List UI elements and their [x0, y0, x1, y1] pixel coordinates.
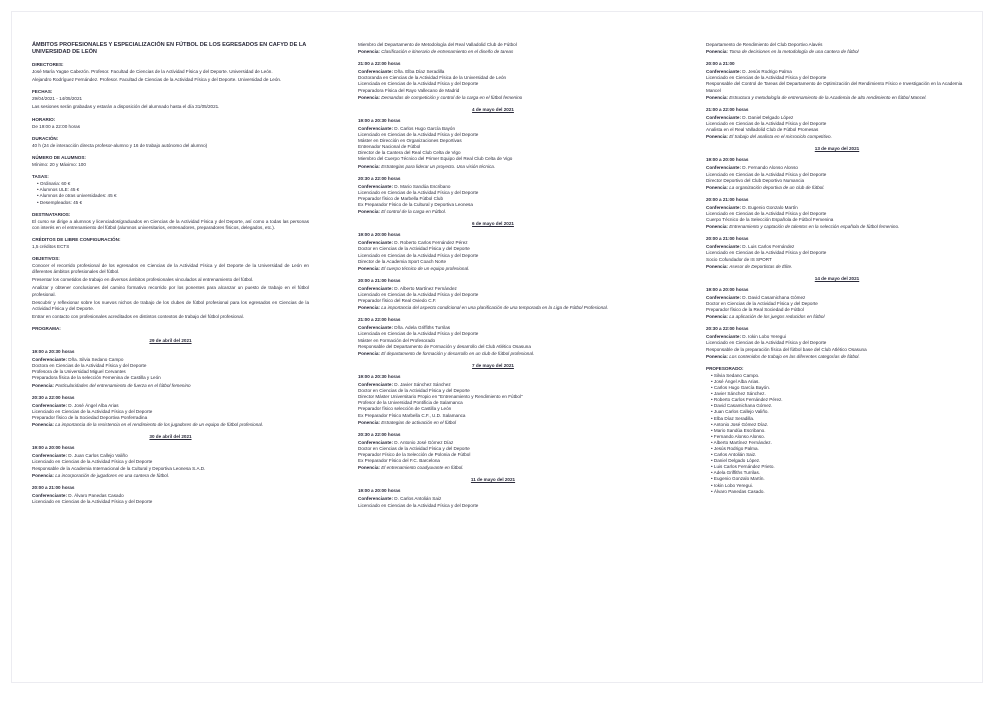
- session-date: 13 de mayo del 2021: [814, 146, 860, 152]
- speaker-credential: Licenciado en Ciencias de la Actividad Física y del Deporte: [706, 120, 827, 126]
- talk-label: Ponencia:: [358, 265, 380, 271]
- speaker-label: Conferenciante:: [358, 69, 393, 75]
- speaker-credential: Licenciado en Ciencias de la Actividad Física y del Deporte: [706, 340, 827, 346]
- speaker-name: Dña. Adela Griffiths Turrilas: [394, 325, 451, 331]
- speaker-credential: Licenciado en Ciencias de la Actividad Física y del Deporte: [32, 408, 153, 414]
- faculty-item: • Javier Sánchez Sánchez.: [711, 391, 968, 397]
- speaker-credential: Responsable del Control de Tareas del Departamento de Optimización del Rendimiento Físico e Investigación en la Academia Mancel: [706, 81, 963, 93]
- session-time: 20:30 a 22:00 horas: [32, 394, 75, 400]
- speaker-name: D. Daniel Delgado López: [742, 114, 794, 120]
- speaker-label: Conferenciante:: [706, 69, 741, 75]
- talk-title: Los contenidos de trabajo en las diferentes categorías de fútbol.: [729, 353, 860, 359]
- talk-line: [32, 473, 309, 479]
- speaker-label: Conferenciante:: [706, 204, 741, 210]
- session-block: [706, 61, 968, 101]
- talk-title: El entrenamiento coadyuvante en fútbol.: [381, 465, 464, 471]
- speaker-credential: Profesora de la Universidad Miguel Cervantes: [32, 369, 126, 375]
- section-heading-programa: PROGRAMA:: [32, 325, 61, 331]
- talk-title: La organización deportiva de un club de fútbol.: [729, 184, 825, 190]
- talk-line: [358, 164, 628, 170]
- section-duracion: [32, 136, 309, 149]
- section-destinatarios: [32, 212, 309, 231]
- speaker-name: D. Iokin Lobo Yeregui: [742, 334, 786, 340]
- talk-title: Particularidades del entrenamiento de fuerza en el fútbol femenino: [55, 382, 191, 388]
- faculty-list: [706, 373, 968, 495]
- session-date: 4 de mayo del 2021: [472, 106, 514, 112]
- section-objetivos: [32, 256, 309, 320]
- program-column-1: [32, 338, 309, 505]
- section-heading: HORARIO:: [32, 116, 56, 122]
- talk-line: [358, 351, 628, 357]
- speaker-credential: Preparadora física de la selección Femenina de Castilla y León: [32, 375, 161, 381]
- section-heading: CRÉDITOS DE LIBRE CONFIGURACIÓN:: [32, 236, 121, 242]
- faculty-item: • Luis Carlos Fernández Prieto.: [711, 464, 968, 470]
- program-column-3: [706, 42, 968, 360]
- talk-title: Estrategias de activación en el fútbol: [381, 419, 457, 425]
- faculty-item: • Álvaro Panedas Casado.: [711, 489, 968, 495]
- dates-value: 29/04/2021 - 14/05/2021: [32, 96, 83, 102]
- faculty-item: • Jesús Rodrigo Palma.: [711, 446, 968, 452]
- section-heading: PROFESORADO:: [706, 365, 744, 371]
- session-date: 30 de abril del 2021: [149, 434, 192, 440]
- section-alumnos: [32, 155, 309, 168]
- speaker-credential: Ex Preparador Físico de la Cultural y Deportiva Leonesa: [358, 201, 473, 207]
- session-time: 21:00 a 22:00 horas: [358, 317, 401, 323]
- speaker-name: D. David Casamichana Gómez: [742, 294, 806, 300]
- speaker-credential: Entrenador Nacional de Fútbol: [358, 144, 421, 150]
- speaker-credential: Preparador Físico de la Selección de Polonia de Fútbol: [358, 451, 471, 457]
- session-block: [706, 42, 968, 55]
- session-block: [706, 236, 968, 269]
- talk-title: Entrenamiento y captación de talentos en la selección española de fútbol femenino.: [729, 224, 900, 230]
- speaker-label: Conferenciante:: [32, 357, 67, 363]
- talk-label: Ponencia:: [32, 472, 54, 478]
- session-time: 21:00 a 22:00 horas: [706, 106, 749, 112]
- talk-line: [706, 314, 968, 320]
- session-date: 7 de mayo del 2021: [472, 362, 514, 368]
- speaker-credential: Doctor en Ciencias de la Actividad Física y del Deporte: [358, 246, 470, 252]
- speaker-credential: Director de la Academia Sport Coach Norte: [358, 258, 447, 264]
- objective-item: Presentar los cometidos de trabajo en diversos ámbitos profesionales vinculados al entrenamiento del fútbol.: [32, 277, 254, 283]
- speaker-credential: Licenciada en Ciencias de la Actividad Física y del Deporte: [358, 331, 479, 337]
- speaker-credential: Licenciado en Ciencias de la Actividad Física y del Deporte: [358, 292, 479, 297]
- speaker-credential: Licenciado en Ciencias de la Actividad Física y del Deporte: [32, 498, 153, 504]
- director-line: Alejandro Rodríguez Fernández. Profesor. Facultad de Ciencias de la Actividad Física y del Deporte. Universidad de León.: [32, 77, 282, 83]
- speaker-name: D. Roberto Carlos Fernández Pérez: [394, 240, 468, 246]
- speaker-label: Conferenciante:: [358, 125, 393, 131]
- duration-value: 40 h (24 de interacción directa profesor-alumno y 16 de trabajo autónomo del alumno): [32, 142, 208, 148]
- talk-line: [358, 305, 628, 311]
- talk-line: [358, 266, 628, 272]
- session-block: [358, 176, 628, 216]
- speaker-credential: Licenciado en Ciencias de la Actividad Física y del Deporte: [32, 459, 153, 465]
- talk-label: Ponencia:: [706, 49, 728, 55]
- session-block: [358, 232, 628, 272]
- speaker-name: D. Antonio José Gómez Díaz: [394, 439, 454, 445]
- faculty-item: • Alberto Martínez Fernández.: [711, 440, 968, 446]
- section-heading: FECHAS:: [32, 89, 53, 95]
- speaker-credential: Miembro del Cuerpo Técnico del Primer Equipo del Real Club Celta de Vigo: [358, 156, 513, 162]
- speaker-credential: Preparador físico de la Real Sociedad de Fútbol: [706, 307, 804, 313]
- talk-title: Asesor de Deportistas de Élite.: [729, 263, 793, 269]
- speaker-name: D. Mario Sandúa Escribano: [394, 183, 451, 189]
- session-date: 29 de abril del 2021: [149, 338, 192, 343]
- speaker-credential: Licenciado en Ciencias de la Actividad Física y del Deporte: [706, 210, 827, 216]
- section-fechas: [32, 89, 309, 110]
- faculty-item: • Elba Díaz Seradilla.: [711, 416, 968, 422]
- speaker-credential: Máster en Formación del Profesorado: [358, 337, 436, 343]
- speaker-credential: Departamento de Rendimiento del Club Deportivo Alavés: [706, 42, 823, 47]
- session-time: 19:00 a 20:00 horas: [358, 232, 401, 238]
- speaker-name: D. Fernando Alonso Alonso: [742, 165, 798, 171]
- section-directores: [32, 62, 309, 83]
- speaker-credential: Preparador físico de la Sociedad Deportiva Ponferradina: [32, 414, 148, 420]
- fee-item: • Alumnos ULE: 45 €: [37, 187, 309, 193]
- speaker-credential: Doctora en Ciencias de la Actividad Física y del Deporte: [32, 363, 147, 369]
- speaker-credential: Profesor de la Universidad Pontificia de Salamanca: [358, 400, 463, 406]
- speaker-name: D. Javier Sánchez Sánchez: [394, 382, 451, 388]
- schedule-value: De 19:00 a 22:00 horas: [32, 123, 81, 129]
- speaker-credential: Máster en Dirección en Organizaciones Deportivas: [358, 138, 462, 144]
- talk-label: Ponencia:: [706, 184, 728, 190]
- section-heading: DIRECTORES:: [32, 62, 64, 67]
- faculty-item: • Carlos Antolián Saiz.: [711, 452, 968, 458]
- speaker-label: Conferenciante:: [358, 183, 393, 189]
- talk-label: Ponencia:: [358, 350, 380, 356]
- session-time: 20:30 a 22:00 horas: [358, 431, 401, 437]
- speaker-credential: Licenciado en Ciencias de la Actividad Física y del Deporte: [358, 189, 479, 195]
- session-block: [706, 107, 968, 140]
- speaker-credential: Preparador físico del Real Oviedo C.F.: [358, 298, 437, 304]
- speaker-label: Conferenciante:: [32, 453, 67, 459]
- talk-title: Estructura y metodología de entrenamiento de la Academia de alto rendimiento en fútbol Mancel.: [729, 94, 927, 100]
- program-column-2: [358, 42, 628, 509]
- speaker-name: Dña. Silvia Sedano Campo: [68, 357, 124, 363]
- speaker-credential: Responsable de la preparación física del fútbol base del Club Atlético Osasuna: [706, 346, 867, 352]
- faculty-item: • David Casamichana Gómez.: [711, 403, 968, 409]
- speaker-credential: Cuerpo Técnico de la Selección Española de Fútbol Femenina: [706, 217, 834, 223]
- session-time: 20:30 a 22:00 horas: [706, 326, 749, 332]
- speaker-credential: Director Deportivo del Club Deportivo Numancia: [706, 177, 805, 183]
- faculty-item: • Fernando Alonso Alonso.: [711, 434, 968, 440]
- faculty-item: • Carlos Hugo García Bayón.: [711, 385, 968, 391]
- talk-line: [358, 49, 628, 55]
- speaker-label: Conferenciante:: [358, 439, 393, 445]
- speaker-label: Conferenciante:: [358, 240, 393, 246]
- speaker-label: Conferenciante:: [358, 285, 393, 291]
- speaker-credential: Doctor en Ciencias de la Actividad Física y del Deporte: [358, 388, 470, 394]
- speaker-name: Dña. Elba Díaz Seradilla: [394, 69, 445, 75]
- talk-label: Ponencia:: [706, 94, 728, 100]
- session-block: [358, 374, 628, 426]
- talk-label: Ponencia:: [706, 224, 728, 230]
- speaker-name: D. Álvaro Panedas Casado: [68, 492, 124, 498]
- speaker-credential: Responsable del Departamento de Formación y desarrollo del Club Atlético Osasuna: [358, 343, 531, 349]
- speaker-label: Conferenciante:: [358, 382, 393, 388]
- talk-title: La incorporación de jugadores en una cantera de fútbol.: [55, 472, 170, 478]
- objective-item: Conocer el recorrido profesional de los egresados en Ciencias de la Actividad Física y del Deporte de la Universidad de León en diferentes ámbitos profesionales del fútbol.: [32, 263, 309, 275]
- speaker-credential: Director de la Cantera del Real Club Celta de Vigo: [358, 150, 461, 156]
- speaker-label: Conferenciante:: [706, 244, 741, 250]
- section-creditos: [32, 237, 309, 250]
- session-date: 6 de mayo del 2021: [472, 221, 514, 227]
- session-date: 11 de mayo del 2021: [470, 477, 516, 483]
- talk-label: Ponencia:: [706, 134, 728, 140]
- talk-label: Ponencia:: [32, 382, 54, 388]
- talk-line: [706, 95, 968, 101]
- speaker-credential: Ex Preparador Físico del F.C. Barcelona: [358, 458, 440, 464]
- faculty-item: • Eugenio Gonzalo Martín.: [711, 476, 968, 482]
- fee-item: • Alumnos de otras universidades: 45 €: [37, 193, 309, 199]
- talk-label: Ponencia:: [358, 49, 380, 55]
- talk-line: [32, 383, 309, 389]
- talk-title: La importancia del aspecto condicional en una planificación de una temporada en la Liga de Fútbol Profesional.: [381, 305, 609, 311]
- talk-line: [706, 354, 968, 360]
- talk-title: El control de la carga en Fútbol.: [381, 209, 447, 215]
- students-value: Mínimo: 20 y Máximo: 100: [32, 162, 86, 168]
- session-time: 20:00 a 21:00 horas: [706, 196, 749, 202]
- speaker-label: Conferenciante:: [706, 165, 741, 171]
- fee-item: • Desempleados: 45 €: [37, 200, 309, 206]
- session-block: [358, 488, 628, 508]
- speaker-credential: Licenciado en Ciencias de la Actividad Física y del Deporte: [358, 252, 479, 258]
- speaker-name: D. Carlos Hugo García Bayón: [394, 125, 456, 131]
- talk-label: Ponencia:: [358, 209, 380, 215]
- speaker-name: D. Eugenio Gonzalo Martín: [742, 204, 798, 210]
- talk-title: El trabajo del analista en el microciclo competitivo.: [729, 134, 832, 140]
- talk-line: [32, 422, 309, 428]
- talk-title: Clasificación e itinerario de entrenamiento en el diseño de tareas: [381, 49, 514, 55]
- talk-label: Ponencia:: [358, 465, 380, 471]
- speaker-name: D. Carlos Antolián Saiz: [394, 496, 442, 502]
- faculty-item: • José Ángel Alba Arias.: [711, 379, 968, 385]
- speaker-credential: Licenciado en Ciencias de la Actividad Física y del Deporte: [706, 171, 827, 177]
- talk-title: El departamento de formación y desarrollo en un club de fútbol profesional.: [381, 350, 535, 356]
- session-block: [358, 278, 628, 311]
- document-page: [12, 12, 982, 682]
- speaker-label: Conferenciante:: [706, 114, 741, 120]
- session-block: [358, 61, 628, 101]
- session-time: 21:00 a 22:00 horas: [358, 61, 401, 67]
- talk-label: Ponencia:: [32, 422, 54, 428]
- credits-value: 1,5 créditos ECTS: [32, 243, 70, 249]
- talk-line: [358, 95, 628, 101]
- section-profesorado: [706, 366, 968, 495]
- audience-text: El curso se dirige a alumnos y licenciados/graduados en Ciencias de la Actividad Física y del Deporte, así como a todas las personas con interés en el entrenamiento del fútbol (alumnos universitarios, entrenadores, preparadores físicos, delegados, etc.).: [32, 218, 309, 230]
- speaker-credential: Licenciado en Ciencias de la Actividad Física y del Deporte: [706, 75, 827, 81]
- speaker-label: Conferenciante:: [706, 294, 741, 300]
- speaker-credential: Licenciado en Ciencias de la Actividad Física y del Deporte: [358, 502, 479, 508]
- session-block: [358, 42, 628, 55]
- section-heading: TASAS:: [32, 174, 49, 180]
- speaker-label: Conferenciante:: [32, 492, 67, 498]
- talk-line: [358, 209, 628, 215]
- speaker-credential: Doctoranda en Ciencias de la Actividad Física de la Universidad de León: [358, 75, 507, 81]
- section-heading: OBJETIVOS:: [32, 256, 60, 262]
- session-time: 19:00 a 20:00 horas: [706, 286, 749, 292]
- session-block: [358, 317, 628, 357]
- faculty-item: • Antonio José Gómez Díaz.: [711, 422, 968, 428]
- talk-title: El cuerpo técnico de un equipo profesional.: [381, 265, 470, 271]
- session-block: [706, 287, 968, 320]
- session-time: 19:00 a 20:30 horas: [358, 117, 401, 123]
- speaker-label: Conferenciante:: [358, 325, 393, 331]
- faculty-item: • Mario Sandúa Escribano.: [711, 428, 968, 434]
- speaker-credential: Socio Cofundador de IS SPORT: [706, 256, 772, 262]
- session-time: 19:00 a 20:30 horas: [32, 349, 75, 355]
- talk-label: Ponencia:: [706, 263, 728, 269]
- speaker-credential: Licenciado en Ciencias de la Actividad Física y del Deporte: [358, 132, 479, 138]
- speaker-credential: Miembro del Departamento de Metodología del Real Valladolid Club de Fútbol: [358, 42, 517, 47]
- section-horario: [32, 117, 309, 130]
- talk-line: [706, 49, 968, 55]
- talk-line: [358, 420, 628, 426]
- fees-list: [32, 181, 309, 205]
- speaker-credential: Responsable de la Academia Internacional de la Cultural y Deportiva Leonesa S.A.D.: [32, 465, 206, 471]
- session-date: 14 de mayo del 2021: [814, 275, 860, 281]
- talk-title: La aplicación de los juegos reducidos en fútbol: [729, 314, 825, 320]
- faculty-item: • Adela Griffiths Turrilas.: [711, 470, 968, 476]
- talk-label: Ponencia:: [358, 305, 380, 311]
- session-block: [358, 118, 628, 170]
- session-block: [706, 326, 968, 359]
- objective-item: Analizar y obtener conclusiones del camino formativo recorrido por los ponentes para alcanzar un puesto de trabajo en el fútbol profesional.: [32, 285, 309, 297]
- speaker-label: Conferenciante:: [358, 496, 393, 502]
- talk-line: [706, 134, 968, 140]
- speaker-label: Conferenciante:: [32, 402, 67, 408]
- fee-item: • Ordinaria: 60 €: [37, 181, 309, 187]
- column-1: [32, 42, 309, 511]
- session-block: [358, 432, 628, 472]
- faculty-item: • Silvia Sedano Campo.: [711, 373, 968, 379]
- session-time: 19:00 a 20:30 horas: [358, 373, 401, 379]
- talk-title: La importancia de la resistencia en el rendimiento de los jugadores de un equipo de fútbol profesional.: [55, 422, 264, 428]
- session-time: 20:00 a 21:00 horas: [358, 277, 401, 283]
- speaker-credential: Preparador físico de Marbella Fútbol Club: [358, 195, 444, 201]
- talk-line: [706, 224, 968, 230]
- faculty-item: • Daniel Delgado López.: [711, 458, 968, 464]
- talk-line: [358, 465, 628, 471]
- speaker-credential: Ex Preparador Físico Marbella C.F., U.D. Salamanca: [358, 412, 466, 418]
- objective-item: Descubrir y reflexionar sobre los nuevos nichos de trabajo de los clubes de fútbol profesional para los egresados en Ciencias de la Actividad Física y del Deporte.: [32, 299, 309, 311]
- speaker-name: D. Luis Carlos Fernández: [742, 244, 795, 250]
- speaker-credential: Licenciada en Ciencias de la Actividad Física y del Deporte: [358, 81, 479, 87]
- talk-title: Estrategias para liderar un proyecto. Una visión técnica.: [381, 163, 496, 169]
- section-heading: DESTINATARIOS:: [32, 211, 71, 217]
- session-block: [32, 445, 309, 478]
- speaker-credential: Doctor en Ciencias de la Actividad Física y del Deporte: [706, 301, 818, 306]
- speaker-credential: Preparador físico selección de Castilla y León: [358, 406, 452, 412]
- column-2: [358, 42, 628, 515]
- talk-line: [706, 185, 968, 191]
- session-block: [706, 197, 968, 230]
- section-heading: DURACIÓN:: [32, 135, 59, 141]
- speaker-name: D. Jesús Rodrigo Palma: [742, 69, 792, 75]
- session-time: 19:00 a 20:00 horas: [358, 488, 401, 494]
- session-time: 20:00 a 21:00: [706, 61, 735, 67]
- talk-label: Ponencia:: [358, 94, 380, 100]
- session-time: 20:00 a 21:00 horas: [706, 236, 749, 242]
- speaker-credential: Director Máster Universitario Propio en "Entrenamiento y Rendimiento en Fútbol": [358, 394, 523, 400]
- recording-note: Las sesiones serán grabadas y estarán a disposición del alumnado hasta el día 31/05/2021.: [32, 104, 220, 110]
- talk-label: Ponencia:: [358, 419, 380, 425]
- faculty-item: • Juan Carlos Callejo Valiño.: [711, 409, 968, 415]
- faculty-item: • Iokin Lobo Yeregui.: [711, 483, 968, 489]
- session-time: 20:30 a 22:00 horas: [358, 175, 401, 181]
- faculty-item: • Roberto Carlos Fernández Pérez.: [711, 397, 968, 403]
- speaker-name: D. José Ángel Alba Arias: [68, 402, 119, 408]
- speaker-name: D. Juan Carlos Callejo Valiño: [68, 453, 128, 459]
- section-heading: NÚMERO DE ALUMNOS:: [32, 154, 86, 160]
- objective-item: Entrar en contacto con profesionales acreditados en distintos contextos de trabajo del fútbol profesional.: [32, 313, 244, 319]
- session-block: [32, 485, 309, 505]
- talk-label: Ponencia:: [358, 163, 380, 169]
- talk-label: Ponencia:: [706, 314, 728, 320]
- talk-title: Toma de decisiones en la metodología de una cantera de fútbol: [729, 49, 859, 55]
- talk-line: [706, 264, 968, 270]
- session-block: [32, 395, 309, 428]
- speaker-credential: Doctor en Ciencias de la Actividad Física y del Deporte: [358, 445, 470, 451]
- speaker-credential: Analista en el Real Valladolid Club de Fútbol Promesas: [706, 127, 819, 133]
- speaker-label: Conferenciante:: [706, 334, 741, 340]
- column-3: [706, 42, 968, 501]
- session-block: [32, 349, 309, 389]
- director-line: José María Yagüe Cabezón. Profesor. Facultad de Ciencias de la Actividad Física y del Deporte. Universidad de León.: [32, 69, 273, 75]
- speaker-credential: Licenciado en Ciencias de la Actividad Física y del Deporte: [706, 250, 827, 256]
- talk-title: Demandas de competición y control de la carga en el fútbol femenino: [381, 94, 523, 100]
- talk-label: Ponencia:: [706, 353, 728, 359]
- session-time: 19:00 a 20:00 horas: [32, 445, 75, 451]
- section-tasas: [32, 174, 309, 205]
- speaker-name: D. Alberto Martínez Fernández: [394, 285, 457, 291]
- speaker-credential: Preparadora Física del Rayo Vallecano de Madrid: [358, 87, 460, 93]
- document-title: ÁMBITOS PROFESIONALES Y ESPECIALIZACIÓN EN FÚTBOL DE LOS EGRESADOS EN CAFYD DE LA UNIVERSIDAD DE LEÓN: [32, 42, 307, 55]
- session-time: 20:00 a 21:00 horas: [32, 484, 75, 490]
- session-time: 19:00 a 20:00 horas: [706, 157, 749, 163]
- session-block: [706, 157, 968, 190]
